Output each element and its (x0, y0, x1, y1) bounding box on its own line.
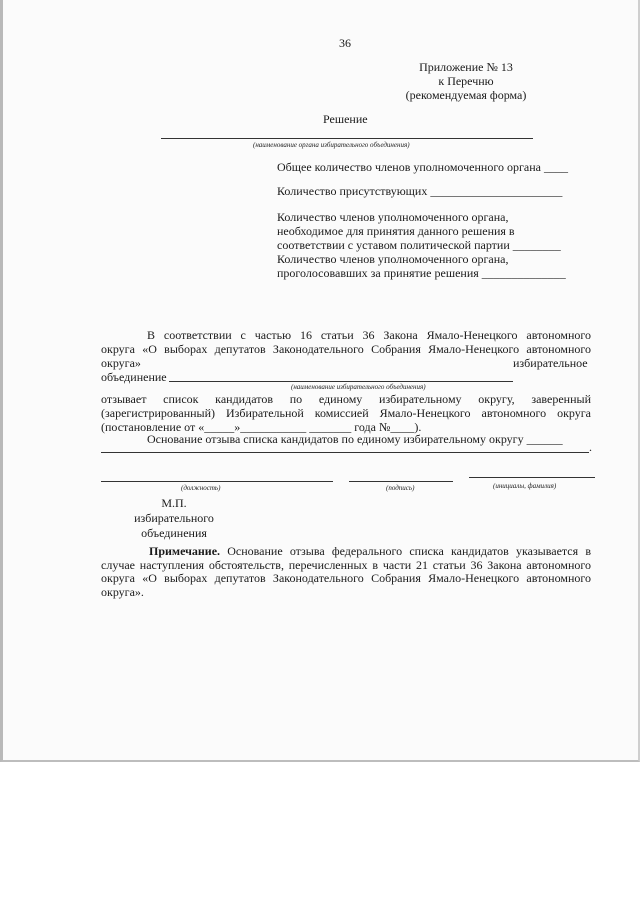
body-paragraph-2-line-3[interactable]: (постановление от «_____»___________ _______ года №____). (101, 420, 422, 434)
appendix-reference: к Перечню (438, 74, 494, 88)
organ-name-caption: (наименование органа избирательного объединения) (253, 141, 410, 149)
stamp-place (119, 496, 229, 541)
note-label: Примечание. (149, 544, 221, 558)
stamp-line-3: объединения (141, 526, 207, 540)
document-title: Решение (323, 112, 368, 126)
body-paragraph-2-line-2: (зарегистрированный) Избирательной комиссией Ямало-Ненецкого автономного округа (101, 406, 591, 420)
body-paragraph-1-line-1: В соответствии с частью 16 статьи 36 Закона Ямало-Ненецкого автономного (147, 328, 591, 342)
present-members-field[interactable]: Количество присутствующих ______________________ (277, 184, 563, 198)
position-caption: (должность) (181, 484, 221, 492)
body-paragraph-1-line-3-right: избирательное (513, 356, 588, 370)
page-number: 36 (339, 36, 351, 50)
note-line-3: округа «О выборах депутатов Законодательного Собрания Ямало-Ненецкого автономного (101, 571, 591, 585)
body-paragraph-1-line-2: округа «О выборах депутатов Законодательного Собрания Ямало-Ненецкого автономного (101, 342, 591, 356)
body-paragraph-2-line-1: отзывает список кандидатов по единому избирательному округу, заверенный (101, 392, 591, 406)
signature-line[interactable] (349, 481, 453, 482)
required-line-2: необходимое для принятия данного решения в (277, 224, 515, 238)
voted-members-field[interactable] (277, 252, 566, 280)
note-line-4: округа». (101, 585, 144, 599)
association-name-line[interactable] (169, 381, 513, 382)
association-name-caption: (наименование избирательного объединения) (291, 383, 426, 391)
reason-line-end: . (589, 440, 592, 454)
stamp-line-2: избирательного (134, 511, 214, 525)
name-line[interactable] (469, 477, 595, 478)
voted-line-1: Количество членов уполномоченного органа, (277, 252, 509, 266)
appendix-number: Приложение № 13 (419, 60, 513, 74)
signature-caption: (подпись) (386, 484, 415, 492)
appendix-header (403, 60, 529, 102)
stamp-line-1: М.П. (161, 496, 187, 510)
total-members-field[interactable]: Общее количество членов уполномоченного органа ____ (277, 160, 568, 174)
body-paragraph-1-line-3-left: округа» (101, 356, 141, 370)
voted-line-2: проголосовавших за принятие решения ______________ (277, 266, 566, 280)
name-caption: (инициалы, фамилия) (493, 482, 557, 490)
body-paragraph-3-line-1[interactable]: Основание отзыва списка кандидатов по единому избирательному округу ______ (147, 432, 563, 446)
reason-line[interactable] (101, 452, 589, 453)
body-paragraph-1-line-4: объединение (101, 370, 167, 384)
note-text-1: Основание отзыва федерального списка кандидатов указывается в (220, 544, 591, 558)
organ-name-line[interactable] (161, 138, 533, 139)
note-line-2: случае наступления обстоятельств, перечисленных в части 21 статьи 36 Закона автономного (101, 558, 591, 572)
required-line-1: Количество членов уполномоченного органа, (277, 210, 509, 224)
appendix-form-note: (рекомендуемая форма) (405, 88, 527, 102)
required-members-field[interactable] (277, 210, 561, 252)
note-line-1 (149, 544, 591, 558)
position-line[interactable] (101, 481, 333, 482)
required-line-3: соответствии с уставом политической партии ________ (277, 238, 561, 252)
